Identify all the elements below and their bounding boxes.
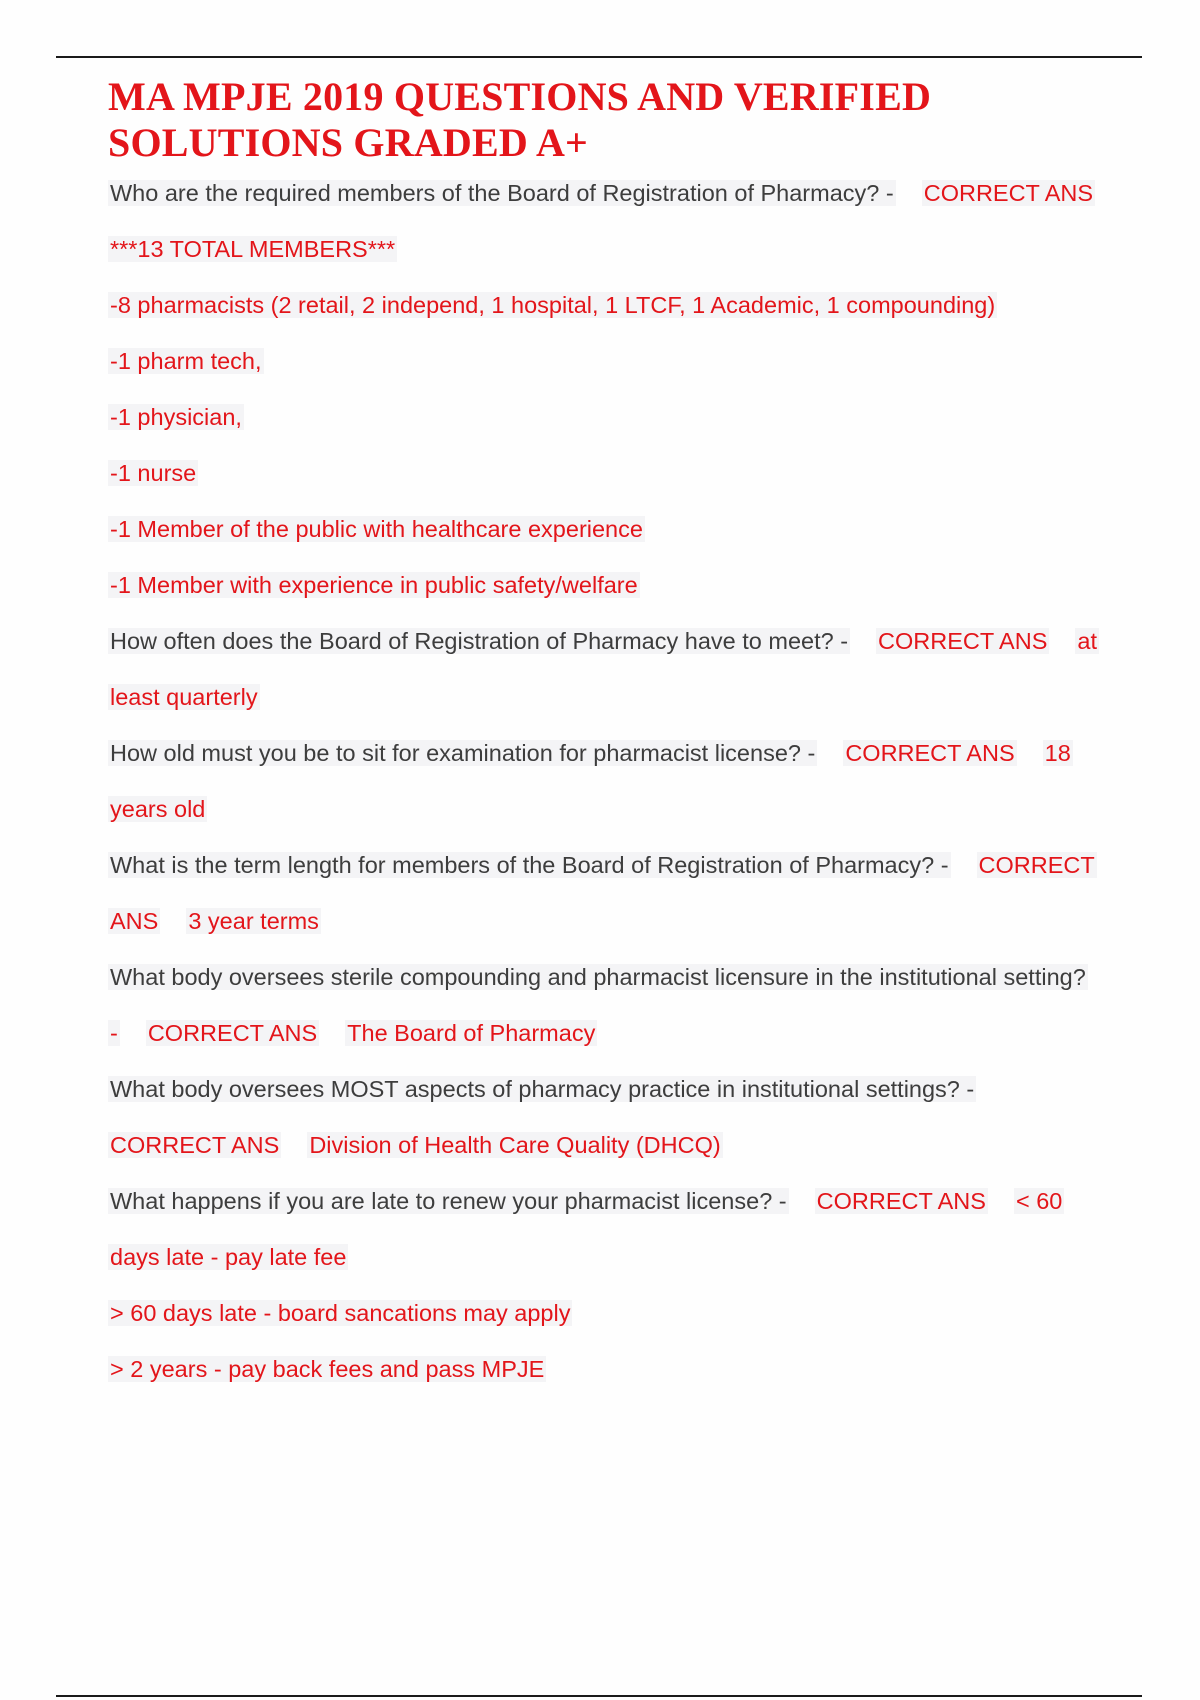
- answer-text: at: [1077, 628, 1097, 654]
- qa-line: [108, 672, 1128, 728]
- qa-line: [108, 1176, 1128, 1232]
- answer-marker: CORRECT ANS: [110, 1132, 280, 1158]
- answer-marker: CORRECT ANS: [878, 628, 1048, 654]
- answer-text: Division of Health Care Quality (DHCQ): [309, 1132, 721, 1158]
- qa-line: [108, 896, 1128, 952]
- question-text: What is the term length for members of the Board of Registration of Pharmacy? -: [110, 852, 949, 878]
- answer-text: 18: [1044, 740, 1071, 766]
- answer-text: CORRECT ANS: [147, 1020, 318, 1046]
- qa-line: [108, 616, 1128, 672]
- document-title: [108, 74, 1128, 166]
- qa-line: [108, 784, 1128, 840]
- question-text: What happens if you are late to renew your pharmacist license? -: [110, 1188, 787, 1214]
- answer-text: days late - pay late fee: [110, 1244, 347, 1270]
- answer-text: ***13 TOTAL MEMBERS***: [110, 236, 396, 262]
- qa-line: [108, 1120, 1128, 1176]
- qa-line: [108, 448, 1128, 504]
- qa-line: [108, 504, 1128, 560]
- answer-marker: -: [110, 1020, 118, 1046]
- bottom-rule: [56, 1695, 1142, 1697]
- question-text: What body oversees sterile compounding and pharmacist licensure in the institutional setting?: [110, 964, 1086, 990]
- answer-marker: CORRECT ANS: [816, 1188, 986, 1214]
- answer-text: -1 pharm tech,: [110, 348, 262, 374]
- qa-line: [108, 952, 1128, 1008]
- answer-text: 3 year terms: [188, 908, 319, 934]
- qa-line: [108, 168, 1128, 224]
- qa-line: [108, 392, 1128, 448]
- answer-text: -8 pharmacists (2 retail, 2 independ, 1 hospital, 1 LTCF, 1 Academic, 1 compounding): [110, 292, 996, 318]
- answer-marker: CORRECT ANS: [845, 740, 1015, 766]
- top-rule: [56, 56, 1142, 58]
- answer-text: least quarterly: [110, 684, 258, 710]
- title-line-2: SOLUTIONS GRADED A+: [108, 120, 589, 165]
- document-page: [108, 74, 1128, 1400]
- answer-marker: ANS: [110, 908, 159, 934]
- answer-text: > 2 years - pay back fees and pass MPJE: [110, 1356, 545, 1382]
- answer-text: > 60 days late - board sancations may apply: [110, 1300, 571, 1326]
- answer-text: -1 nurse: [110, 460, 197, 486]
- qa-line: [108, 840, 1128, 896]
- answer-marker: CORRECT: [978, 852, 1095, 878]
- qa-line: [108, 1232, 1128, 1288]
- question-text: How often does the Board of Registration of Pharmacy have to meet? -: [110, 628, 849, 654]
- answer-text: < 60: [1015, 1188, 1063, 1214]
- title-line-1: MA MPJE 2019 QUESTIONS AND VERIFIED: [108, 74, 932, 119]
- qa-line: [108, 1344, 1128, 1400]
- answer-text: years old: [110, 796, 206, 822]
- qa-line: [108, 224, 1128, 280]
- answer-text: -1 Member of the public with healthcare experience: [110, 516, 643, 542]
- qa-line: [108, 728, 1128, 784]
- qa-list: [108, 168, 1128, 1400]
- answer-text: -1 physician,: [110, 404, 242, 430]
- answer-text: The Board of Pharmacy: [347, 1020, 596, 1046]
- question-text: How old must you be to sit for examination for pharmacist license? -: [110, 740, 816, 766]
- qa-line: [108, 336, 1128, 392]
- qa-line: [108, 560, 1128, 616]
- question-text: Who are the required members of the Board of Registration of Pharmacy? -: [110, 180, 894, 206]
- question-text: What body oversees MOST aspects of pharmacy practice in institutional settings? -: [110, 1076, 975, 1102]
- qa-line: [108, 280, 1128, 336]
- qa-line: [108, 1064, 1128, 1120]
- qa-line: [108, 1288, 1128, 1344]
- qa-line: [108, 1008, 1128, 1064]
- answer-marker: CORRECT ANS: [923, 180, 1094, 206]
- answer-text: -1 Member with experience in public safety/welfare: [110, 572, 638, 598]
